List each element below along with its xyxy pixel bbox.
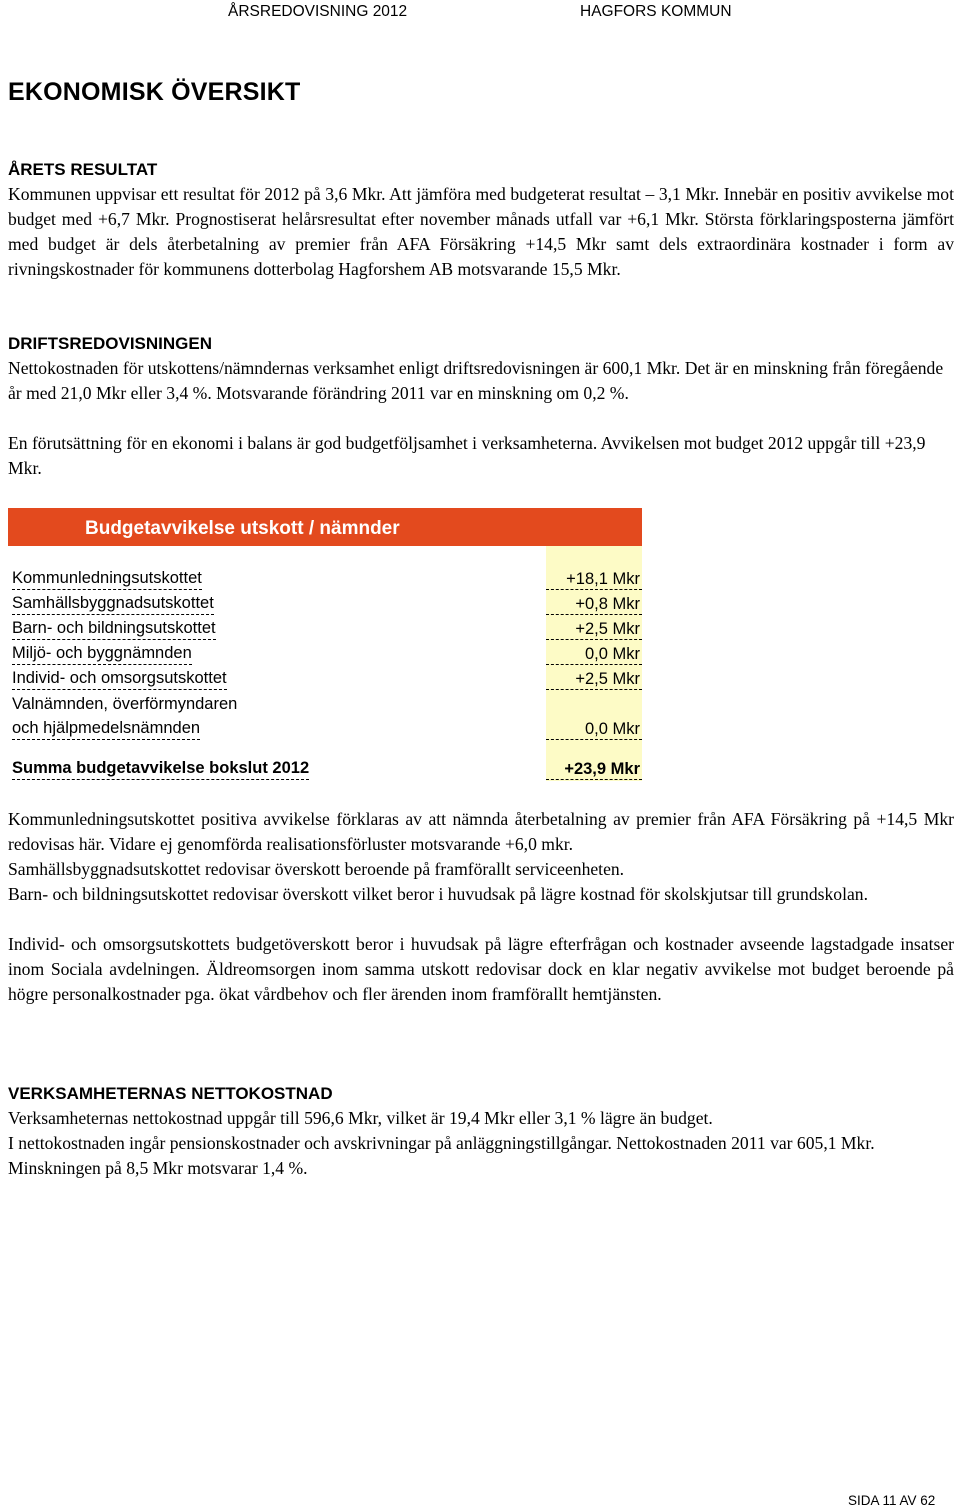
- explanation-individ-omsorg: Individ- och omsorgsutskottets budgetöverskott beror i huvudsak på lägre efterfrågan och kostnader avseende lagstadgade insatser inom Sociala avdelningen. Äldreomsorgen inom samma utskott redovisar dock en klar negativ avvikelse mot budget beroende på högre personalkostnader pga. ökat vårdbehov och fler ärenden inom framförallt hemtjänsten.: [8, 934, 954, 1004]
- row-label: Kommunledningsutskottet: [12, 568, 202, 590]
- section-heading-arets-resultat: ÅRETS RESULTAT: [8, 160, 158, 179]
- row-value: +18,1 Mkr: [566, 570, 640, 588]
- sum-label: Summa budgetavvikelse bokslut 2012: [12, 758, 309, 780]
- nettokostnad-text-1: Verksamheternas nettokostnad uppgår till 596,6 Mkr, vilket är 19,4 Mkr eller 3,1 % lägre än budget.: [8, 1108, 713, 1128]
- page-number: SIDA 11 AV 62: [848, 1493, 936, 1508]
- budget-table-title: Budgetavvikelse utskott / nämnder: [85, 518, 400, 539]
- row-label: Individ- och omsorgsutskottet: [12, 668, 227, 690]
- table-row: [8, 690, 642, 715]
- table-row: [8, 715, 642, 740]
- arets-resultat-text: Kommunen uppvisar ett resultat för 2012 på 3,6 Mkr. Att jämföra med budgeterat resultat – 3,1 Mkr. Innebär en positiv avvikelse mot budget med +6,7 Mkr. Prognostiserat helårsresultat efter november månads utfall var +6,1 Mkr. Största förklaringsposterna jämfört med budget är dels återbetalning av premier från AFA Försäkring +14,5 Mkr samt dels extraordinära kostnader i form av rivningskostnader för kommunens dotterbolag Hagforshem AB motsvarande 15,5 Mkr.: [8, 184, 954, 279]
- table-row: [8, 640, 642, 665]
- row-value: 0,0 Mkr: [584, 645, 640, 663]
- sum-value: +23,9 Mkr: [564, 760, 640, 778]
- row-value: +2,5 Mkr: [575, 620, 640, 638]
- report-title: ÅRSREDOVISNING 2012: [228, 3, 408, 20]
- municipality-name: HAGFORS KOMMUN: [580, 3, 732, 20]
- page-title: EKONOMISK ÖVERSIKT: [8, 78, 301, 106]
- row-label: Samhällsbyggnadsutskottet: [12, 593, 214, 615]
- section-heading-nettokostnad: VERKSAMHETERNAS NETTOKOSTNAD: [8, 1084, 333, 1103]
- table-row: [8, 590, 642, 615]
- row-label: och hjälpmedelsnämnden: [12, 718, 200, 740]
- table-row: [8, 665, 642, 690]
- table-sum-row: [8, 755, 642, 780]
- explanation-barn-bildning: Barn- och bildningsutskottet redovisar överskott vilket beror i huvudsak på lägre kostnad för skolskjutsar till grundskolan.: [8, 884, 868, 904]
- page-header: [0, 3, 960, 23]
- driftsredovisningen-text-1: Nettokostnaden för utskottens/nämndernas verksamhet enligt driftsredovisningen är 600,1 Mkr. Det är en minskning från föregående år med 21,0 Mkr eller 3,4 %. Motsvarande förändring 2011 var en minskning om 0,2 %.: [8, 358, 944, 403]
- row-label: Miljö- och byggnämnden: [12, 643, 192, 665]
- row-label: Valnämnden, överförmyndaren: [12, 695, 238, 713]
- explanation-samhallsbyggnad: Samhällsbyggnadsutskottet redovisar överskott beroende på framförallt serviceenheten.: [8, 859, 625, 879]
- table-row: [8, 615, 642, 640]
- budget-table-header: [8, 508, 642, 546]
- driftsredovisningen-text-2: En förutsättning för en ekonomi i balans är god budgetföljsamhet i verksamheterna. Avvikelsen mot budget 2012 uppgår till +23,9 Mkr.: [8, 433, 926, 478]
- table-row: [8, 565, 642, 590]
- explanation-kommunledning: Kommunledningsutskottet positiva avvikelse förklaras av att nämnda återbetalning av premier från AFA Försäkring på +14,5 Mkr redovisas här. Vidare ej genomförda realisationsförluster motsvarande +6,0 mkr.: [8, 809, 954, 854]
- section-heading-driftsredovisningen: DRIFTSREDOVISNINGEN: [8, 334, 213, 353]
- row-value: +0,8 Mkr: [575, 595, 640, 613]
- row-value: +2,5 Mkr: [575, 670, 640, 688]
- row-label: Barn- och bildningsutskottet: [12, 618, 216, 640]
- row-value: 0,0 Mkr: [584, 720, 640, 738]
- nettokostnad-text-2: I nettokostnaden ingår pensionskostnader och avskrivningar på anläggningstillgångar. Nettokostnaden 2011 var 605,1 Mkr. Minskningen på 8,5 Mkr motsvarar 1,4 %.: [8, 1133, 875, 1178]
